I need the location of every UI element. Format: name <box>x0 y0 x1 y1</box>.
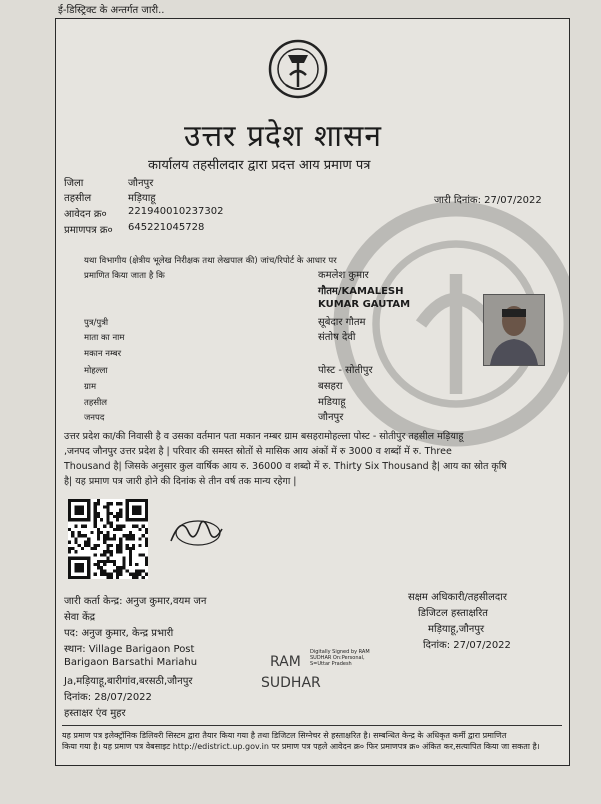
header-note: ई-डिस्ट्रिक्ट के अन्तर्गत जारी.. <box>58 5 165 16</box>
district-label: जिला <box>64 178 84 189</box>
applicant-name-line-3: KUMAR GAUTAM <box>318 299 411 310</box>
mother-label: माता का नाम <box>84 333 125 343</box>
office-line: कार्यालय तहसीलदार द्वारा प्रदत्त आय प्रमाण पत्र <box>148 158 371 173</box>
application-label: आवेदन क्र० <box>64 209 107 220</box>
certificate-footer <box>62 725 562 752</box>
digitally-signed-label: डिजिटल हस्ताक्षरित <box>418 608 488 619</box>
authority-place: मड़ियाहू,जौनपुर <box>428 624 485 635</box>
intro-line-1: यथा विभागीय (क्षेत्रीय भूलेख निरीक्षक तथा लेखपाल की) जांच/रिपोर्ट के आधार पर <box>84 256 337 266</box>
issuer-post: पद: अनुज कुमार, केन्द्र प्रभारी <box>64 628 174 639</box>
digital-sign-name-2: SUDHAR <box>261 675 321 691</box>
applicant-district-value: जौनपुर <box>318 412 344 423</box>
mohalla-value: पोस्ट - सोतीपुर <box>318 365 373 376</box>
issuer-center-2: सेवा केंद्र <box>64 612 96 623</box>
government-title: उत्तर प्रदेश शासन <box>184 119 383 154</box>
issuer-place-3: Ja,मड़ियाहू,बारीगांव,बरसठी,जौनपुर <box>64 676 193 687</box>
issuer-place: स्थान: Village Barigaon Post <box>64 644 195 655</box>
body-line-3: Thousand है| जिसके अनुसार कुल वार्षिक आय रु. 36000 व शब्दो में रु. Thirty Six Thousand है| आय का स्रोत कृषि <box>64 461 507 472</box>
footer-line-2: किया गया है। यह प्रमाण पत्र वेबसाइट http://edistrict.up.gov.in पर प्रमाण पत्र पहले आवेदन क्र० फिर प्रमाणपत्र क्र० अंकित कर,सत्यापित किया जा सकता है। <box>62 742 540 751</box>
mohalla-label: मोहल्ला <box>84 366 108 376</box>
issuer-center: जारी कर्ता केन्द्र: अनुज कुमार,वयम जन <box>64 596 207 607</box>
authority-date: दिनांक: 27/07/2022 <box>423 640 511 651</box>
applicant-photo <box>483 294 545 366</box>
qr-code-icon <box>68 499 148 579</box>
competent-authority: सक्षम अधिकारी/तहसीलदार <box>408 592 507 603</box>
intro-line-2: प्रमाणित किया जाता है कि <box>84 271 165 281</box>
certificate-number: 645221045728 <box>128 222 205 233</box>
mother-value: संतोष देवी <box>318 332 356 343</box>
up-government-emblem-icon <box>266 35 330 105</box>
village-value: बसहरा <box>318 381 343 392</box>
certificate <box>55 18 570 766</box>
district-value: जौनपुर <box>128 178 154 189</box>
applicant-name-hindi: कमलेश कुमार <box>318 270 369 281</box>
person-photo-icon <box>484 295 544 365</box>
handwritten-signature-icon <box>166 511 226 551</box>
applicant-name-line-2: गौतम/KAMALESH <box>318 286 404 297</box>
village-label: ग्राम <box>84 382 97 392</box>
applicant-district-label: जनपद <box>84 413 105 423</box>
digital-sign-name-1: RAM <box>270 654 301 670</box>
body-line-4: है| यह प्रमाण पत्र जारी होने की दिनांक से तीन वर्ष तक मान्य रहेगा | <box>64 476 297 487</box>
digital-sign-details: Digitally Signed by RAM SUDHAR On:Personal, S=Uttar Pradesh <box>310 649 370 667</box>
footer-line-1: यह प्रमाण पत्र इलेक्ट्रॉनिक डिलिवरी सिस्टम द्वारा तैयार किया गया है तथा डिजिटल सिग्नेचर से हस्ताक्षरित है। सम्बन्धित केन्द्र के अधिकृत कर्मी द्वारा प्रमाणित <box>62 731 507 740</box>
issuer-date: दिनांक: 28/07/2022 <box>64 692 152 703</box>
tehsil-label: तहसील <box>64 193 92 204</box>
relation-value: सूबेदार गौतम <box>318 317 366 328</box>
relation-label: पुत्र/पुत्री <box>84 318 109 328</box>
application-number: 221940010237302 <box>128 206 224 217</box>
body-line-2: ,जनपद जौनपुर उत्तर प्रदेश है | परिवार की समस्त स्रोतों से मासिक आय अंकों में रु 3000 व शब्दों में रु. Three <box>64 446 452 457</box>
issuer-place-2: Barigaon Barsathi Mariahu <box>64 657 198 668</box>
house-label: मकान नम्बर <box>84 349 122 359</box>
body-line-1: उत्तर प्रदेश का/की निवासी है व उसका वर्तमान पता मकान नम्बर ग्राम बसहरामोहल्ला पोस्ट - सोतीपुर तहसील मड़ियाहू <box>64 431 464 442</box>
signature-seal-label: हस्ताक्षर एंव मुहर <box>64 708 126 719</box>
applicant-tehsil-label: तहसील <box>84 398 108 408</box>
certificate-body <box>64 429 559 489</box>
tehsil-value: मड़ियाहू <box>128 193 156 204</box>
certificate-label: प्रमाणपत्र क्र० <box>64 225 113 236</box>
applicant-tehsil-value: मडियाहू <box>318 397 346 408</box>
issue-date: जारी दिनांक: 27/07/2022 <box>434 195 542 206</box>
